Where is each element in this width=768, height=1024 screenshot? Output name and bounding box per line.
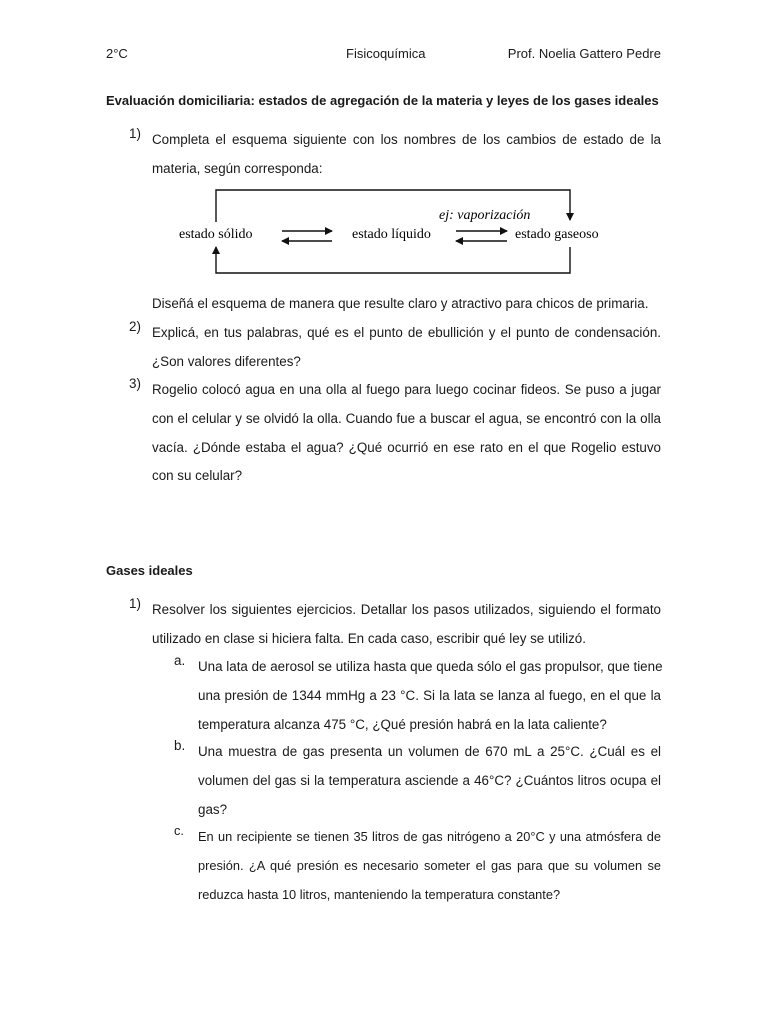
- exercise-label: c.: [174, 823, 184, 838]
- state-change-diagram: [170, 185, 620, 280]
- exercise-text-line: temperatura alcanza 475 °C, ¿Qué presión habrá en la lata caliente?: [198, 716, 607, 732]
- section-title-gases: Gases ideales: [106, 563, 193, 578]
- exercise-text-line: reduzca hasta 10 litros, manteniendo la temperatura constante?: [198, 886, 561, 902]
- exercise-label: a.: [174, 653, 186, 668]
- question-text-line: Explicá, en tus palabras, qué es el punto de ebullición y el punto de condensación.: [152, 325, 661, 340]
- exercise-text-line: una presión de 1344 mmHg a 23 °C. Si la lata se lanza al fuego, en el que la: [198, 687, 661, 703]
- exercise-text-line: Una muestra de gas presenta un volumen de 670 mL a 25°C. ¿Cuál es el: [198, 744, 661, 759]
- question-text-line: utilizado en clase si hiciera falta. En cada caso, escribir qué ley se utilizó.: [152, 630, 586, 646]
- exercise-text-line: gas?: [198, 801, 228, 817]
- exercise-text-line: volumen del gas si la temperatura asciende a 46°C? ¿Cuántos litros ocupa el: [198, 772, 661, 788]
- question-number: 3): [129, 376, 141, 391]
- question-number: 2): [129, 319, 141, 334]
- document-title: Evaluación domiciliaria: estados de agregación de la materia y leyes de los gases ideales: [106, 93, 659, 108]
- question-text-line: con su celular?: [152, 468, 243, 484]
- label-gas-state: estado gaseoso: [515, 227, 599, 242]
- question-text-line: materia, según corresponda:: [152, 160, 323, 176]
- exercise-label: b.: [174, 738, 186, 753]
- header-subject: Fisicoquímica: [346, 46, 426, 61]
- label-solid-state: estado sólido: [179, 227, 253, 242]
- label-example-vaporization: ej: vaporización: [439, 208, 531, 223]
- question-text-line: con el celular y se olvidó la olla. Cuando fue a buscar el agua, se encontró con la olla: [152, 410, 661, 426]
- question-text-line: Rogelio colocó agua en una olla al fuego para luego cocinar fideos. Se puso a jugar: [152, 382, 661, 397]
- design-instruction: Diseñá el esquema de manera que resulte claro y atractivo para chicos de primaria.: [152, 296, 649, 311]
- exercise-text-line: presión. ¿A qué presión es necesario someter el gas para que su volumen se: [198, 857, 661, 873]
- exercise-text-line: Una lata de aerosol se utiliza hasta que queda sólo el gas propulsor, que tiene: [198, 659, 663, 674]
- exercise-text-line: En un recipiente se tienen 35 litros de gas nitrógeno a 20°C y una atmósfera de: [198, 829, 661, 844]
- question-text-line: Resolver los siguientes ejercicios. Detallar los pasos utilizados, siguiendo el formato: [152, 602, 661, 617]
- header-grade: 2°C: [106, 46, 128, 61]
- question-number: 1): [129, 126, 141, 141]
- question-text-line: vacía. ¿Dónde estaba el agua? ¿Qué ocurrió en ese rato en el que Rogelio estuvo: [152, 439, 661, 455]
- question-text-line: Completa el esquema siguiente con los nombres de los cambios de estado de la: [152, 132, 661, 147]
- arrow-gas-to-solid: [216, 247, 570, 273]
- label-liquid-state: estado líquido: [352, 227, 431, 242]
- question-number: 1): [129, 596, 141, 611]
- question-text-line: ¿Son valores diferentes?: [152, 353, 301, 369]
- header-teacher: Prof. Noelia Gattero Pedre: [507, 46, 661, 61]
